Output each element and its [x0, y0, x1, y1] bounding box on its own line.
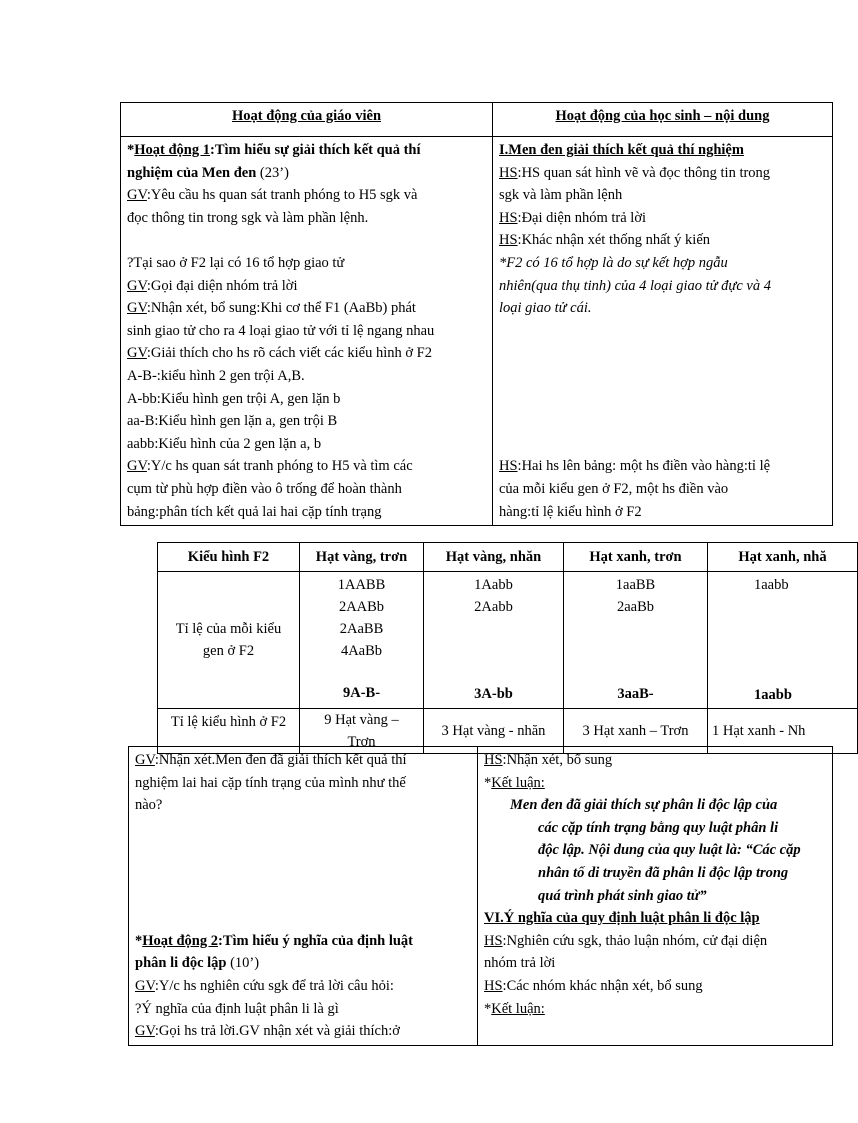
teacher-activities-cell	[129, 747, 478, 1046]
header-green-smooth: Hạt xanh, trơn	[564, 543, 708, 572]
header-yellow-smooth: Hạt vàng, trơn	[300, 543, 424, 572]
activity-1-title-line2: nghiệm của Men đen (23’)	[127, 164, 289, 181]
genotype-cell-yellow-wrinkled	[424, 572, 564, 709]
activity-1-title: *Hoạt động 1:Tìm hiểu sự giải thích kết quả thí	[127, 142, 421, 158]
genotype-cell-green-smooth	[564, 572, 708, 709]
conclusion-text: các cặp tính trạng bằng quy luật phân li	[538, 819, 779, 836]
conclusion-text: nhân tố di truyền đã phân li độc lập trong	[538, 864, 789, 881]
teacher-line: GV:Nhận xét, bổ sung:Khi cơ thể F1 (AaBb) phát	[127, 300, 416, 317]
student-note: loại giao tử cái.	[499, 300, 592, 317]
teacher-line: GV:Y/c hs nghiên cứu sgk để trả lời câu hỏi:	[135, 977, 394, 994]
student-line: HS:Hai hs lên bảng: một hs điền vào hàng:tỉ lệ	[499, 458, 771, 475]
genotype-value: 2Aabb	[474, 599, 513, 615]
student-line: HS:Nghiên cứu sgk, thảo luận nhóm, cử đại diện	[484, 932, 768, 949]
genotype-total: 3aaB-	[617, 686, 654, 703]
teacher-line: nào?	[135, 797, 163, 814]
student-line: HS:HS quan sát hình vẽ và đọc thông tin trong	[499, 164, 771, 181]
header-yellow-wrinkled: Hạt vàng, nhăn	[424, 543, 564, 572]
teacher-activities-cell	[121, 137, 493, 526]
student-line: HS:Các nhóm khác nhận xét, bổ sung	[484, 977, 703, 994]
student-column-header: Hoạt động của học sinh – nội dung	[493, 103, 833, 137]
teacher-line: aa-B:Kiểu hình gen lặn a, gen trội B	[127, 413, 338, 430]
genotype-value: 1aaBB	[615, 577, 656, 593]
teacher-line: GV:Yêu cầu hs quan sát tranh phóng to H5 sgk và	[127, 187, 418, 204]
genotype-value: 2aaBb	[616, 599, 655, 615]
section-6-title: VI.Ý nghĩa của quy định luật phân li độc lập	[484, 910, 760, 927]
activity-2-title-line2: phân li độc lập (10’)	[135, 955, 260, 972]
teacher-line: GV:Nhận xét.Men đen đã giải thích kết quả thí	[135, 752, 407, 768]
student-line: sgk và làm phần lệnh	[499, 187, 623, 204]
header-green-wrinkled: Hạt xanh, nhă	[708, 543, 858, 572]
teacher-line: GV:Gọi đại diện nhóm trả lời	[127, 277, 298, 294]
student-line: HS:Đại diện nhóm trả lời	[499, 209, 647, 226]
teacher-line: GV:Giải thích cho hs rõ cách viết các kiểu hình ở F2	[127, 345, 432, 362]
teacher-line: GV:Gọi hs trả lời.GV nhận xét và giải thích:ở	[135, 1023, 400, 1040]
conclusion-text: độc lập. Nội dung của quy luật là: “Các cặp	[538, 842, 801, 859]
teacher-line: cụm từ phù hợp điền vào ô trống để hoàn thành	[127, 480, 402, 497]
teacher-column-header: Hoạt động của giáo viên	[121, 103, 493, 137]
genotype-total: 1aabb	[754, 686, 792, 703]
activity-table-1	[120, 102, 833, 526]
phenotype-ratio-green-wrinkled: 1 Hạt xanh - Nh	[708, 708, 858, 753]
genotype-value: 2AABb	[338, 599, 385, 615]
teacher-line: A-B-:kiểu hình 2 gen trội A,B.	[127, 367, 305, 384]
teacher-line: bảng:phân tích kết quả lai hai cặp tính trạng	[127, 503, 382, 520]
genotype-ratio-label: Tỉ lệ của mỗi kiểu gen ở F2	[158, 572, 300, 709]
genotype-value: 2AaBB	[339, 621, 384, 637]
teacher-line: A-bb:Kiểu hình gen trội A, gen lặn b	[127, 390, 341, 407]
phenotype-ratio-yellow-wrinkled: 3 Hạt vàng - nhăn	[424, 708, 564, 753]
student-line: của mỗi kiểu gen ở F2, một hs điền vào	[499, 480, 729, 497]
student-line: HS:Nhận xét, bổ sung	[484, 752, 613, 768]
header-phenotype-f2: Kiểu hình F2	[158, 543, 300, 572]
student-line: nhóm trả lời	[484, 955, 556, 972]
section-1-title: I.Men đen giải thích kết quả thí nghiệm	[499, 142, 744, 158]
genotype-value: 1AABB	[337, 577, 386, 593]
teacher-line: nghiệm lai hai cặp tính trạng của mình như thế	[135, 774, 406, 791]
conclusion-text: Men đen đã giải thích sự phân li độc lập của	[510, 797, 778, 814]
student-line: HS:Khác nhận xét thống nhất ý kiến	[499, 232, 711, 249]
genotype-total: 3A-bb	[474, 686, 513, 703]
genotype-total: 9A-B-	[342, 685, 381, 701]
conclusion-label: *Kết luận:	[484, 1000, 545, 1017]
phenotype-ratio-yellow-smooth: 9 Hạt vàng –Trơn	[300, 708, 424, 753]
student-line: hàng:tỉ lệ kiểu hình ở F2	[499, 503, 642, 520]
phenotype-ratio-label: Tỉ lệ kiểu hình ở F2	[158, 708, 300, 753]
genotype-value: 1Aabb	[474, 577, 513, 593]
conclusion-text: quá trình phát sinh giao tử”	[538, 887, 707, 904]
phenotype-ratio-green-smooth: 3 Hạt xanh – Trơn	[564, 708, 708, 753]
f2-analysis-table	[157, 542, 858, 754]
teacher-line: aabb:Kiểu hình của 2 gen lặn a, b	[127, 435, 322, 452]
teacher-line: đọc thông tin trong sgk và làm phần lệnh.	[127, 209, 369, 226]
student-activities-cell	[478, 747, 833, 1046]
student-activities-cell	[493, 137, 833, 526]
student-note: nhiên(qua thụ tinh) của 4 loại giao tử đực và 4	[499, 277, 771, 294]
teacher-question: ?Tại sao ở F2 lại có 16 tổ hợp giao tử	[127, 254, 345, 271]
activity-2-title: *Hoạt động 2:Tìm hiểu ý nghĩa của định luật	[135, 932, 413, 949]
activity-table-2	[128, 746, 833, 1046]
conclusion-label: *Kết luận:	[484, 774, 545, 791]
genotype-value: 4AaBb	[340, 643, 383, 659]
genotype-value: 1aabb	[754, 577, 789, 593]
teacher-line: sinh giao tử cho ra 4 loại giao tử với tỉ lệ ngang nhau	[127, 322, 435, 339]
teacher-question: ?Ý nghĩa của định luật phân li là gì	[135, 1000, 339, 1017]
teacher-line: GV:Y/c hs quan sát tranh phóng to H5 và tìm các	[127, 458, 413, 475]
genotype-cell-green-wrinkled	[708, 572, 858, 709]
student-note: *F2 có 16 tổ hợp là do sự kết hợp ngẫu	[499, 254, 728, 271]
genotype-cell-yellow-smooth	[300, 572, 424, 709]
